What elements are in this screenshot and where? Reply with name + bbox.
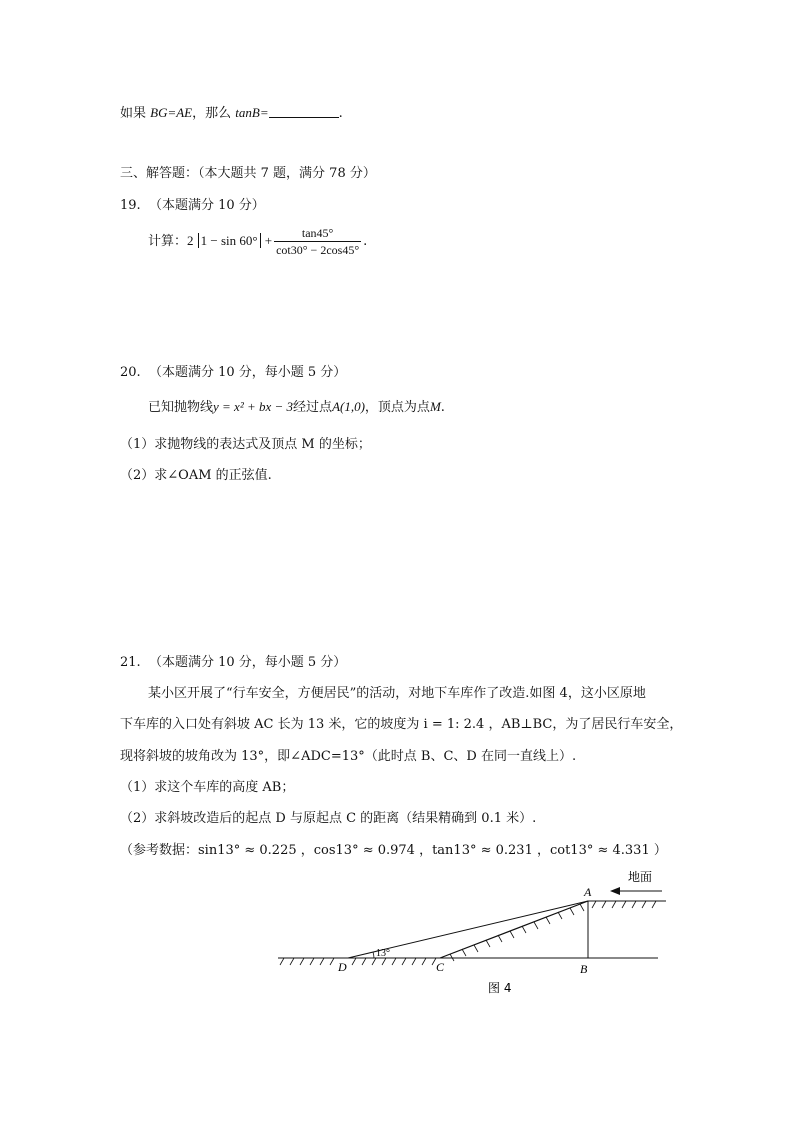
q21-line1: 某小区开展了“行车安全，方便居民”的活动，对地下车库作了改造.如图 4，这小区原地	[148, 686, 646, 701]
figure-caption: 图 4	[488, 981, 512, 995]
q20-equation: y = x² + bx − 3	[213, 399, 294, 414]
upper-ground-hatching	[592, 901, 656, 908]
q19-expression	[148, 224, 367, 259]
q19-lead: 计算：	[148, 234, 188, 249]
q21-header	[120, 654, 346, 672]
slope-figure	[270, 865, 670, 1000]
q21-part2: （2）求斜坡改造后的起点 D 与原起点 C 的距离（结果精确到 0.1 米）.	[120, 811, 537, 826]
q20-score: （本题满分 10 分，每小题 5 分）	[148, 365, 347, 380]
label-D: D	[338, 960, 347, 974]
q19-number: 19.	[120, 198, 141, 213]
q20-end: .	[440, 400, 445, 415]
q20-middle: 经过点	[293, 400, 333, 415]
section-3-title: 三、解答题：（本大题共 7 题，满分 78 分）	[120, 166, 376, 181]
q18-prefix: 如果	[120, 106, 151, 121]
q20-lead: 已知抛物线	[148, 400, 214, 415]
q19-fraction	[274, 225, 361, 258]
label-C: C	[436, 960, 445, 974]
q18-expr: tanB=	[235, 105, 269, 120]
angle-label: 13°	[376, 948, 390, 959]
q20-header	[120, 364, 346, 382]
q20-tail: ，顶点为点	[364, 400, 430, 415]
q19-score: （本题满分 10 分）	[148, 198, 265, 213]
q20-part1: （1）求抛物线的表达式及顶点 M 的坐标；	[120, 437, 371, 452]
q19-plus: +	[264, 233, 273, 248]
q19-denominator: cot30° − 2cos45°	[276, 243, 360, 257]
q21-line2: 下车库的入口处有斜坡 AC 长为 13 米，它的坡度为 i = 1: 2.4 ，AB⊥BC，为了居民行车安全，	[120, 717, 683, 732]
ground-arrow-icon	[610, 887, 620, 895]
q19-numerator: tan45°	[274, 225, 361, 242]
angle-arc-D	[373, 952, 374, 958]
q19-abs-expr: 1 − sin 60°	[198, 233, 261, 248]
slope-AC-hatching	[450, 904, 584, 961]
q19-header	[120, 197, 265, 215]
q20-point: A(1,0)	[332, 399, 365, 414]
q20-part2: （2）求∠OAM 的正弦值.	[120, 468, 272, 483]
lower-ground-hatching	[280, 958, 436, 965]
q21-part1: （1）求这个车库的高度 AB；	[120, 780, 295, 795]
q19-end: .	[363, 234, 368, 249]
q18-answer-blank[interactable]	[269, 105, 339, 118]
q18-condition: BG=AE	[150, 105, 193, 120]
ground-label: 地面	[628, 870, 653, 884]
label-B: B	[580, 962, 588, 976]
q20-vertex: M	[429, 399, 441, 414]
q21-line3: 现将斜坡的坡角改为 13°，即∠ADC=13°（此时点 B、C、D 在同一直线上）.	[120, 749, 577, 764]
q18-suffix: .	[338, 106, 343, 121]
q20-number: 20.	[120, 365, 141, 380]
q18-middle: ，那么	[192, 106, 236, 121]
q21-reference-data: （参考数据：sin13° ≈ 0.225 ，cos13° ≈ 0.974 ，tan13° ≈ 0.231 ，cot13° ≈ 4.331 ）	[120, 843, 667, 858]
label-A: A	[584, 885, 592, 899]
q20-stem	[148, 398, 445, 417]
q18-tail-line	[120, 104, 343, 123]
q21-score: （本题满分 10 分，每小题 5 分）	[148, 655, 347, 670]
q19-coef: 2	[187, 233, 194, 248]
q21-number: 21.	[120, 655, 141, 670]
